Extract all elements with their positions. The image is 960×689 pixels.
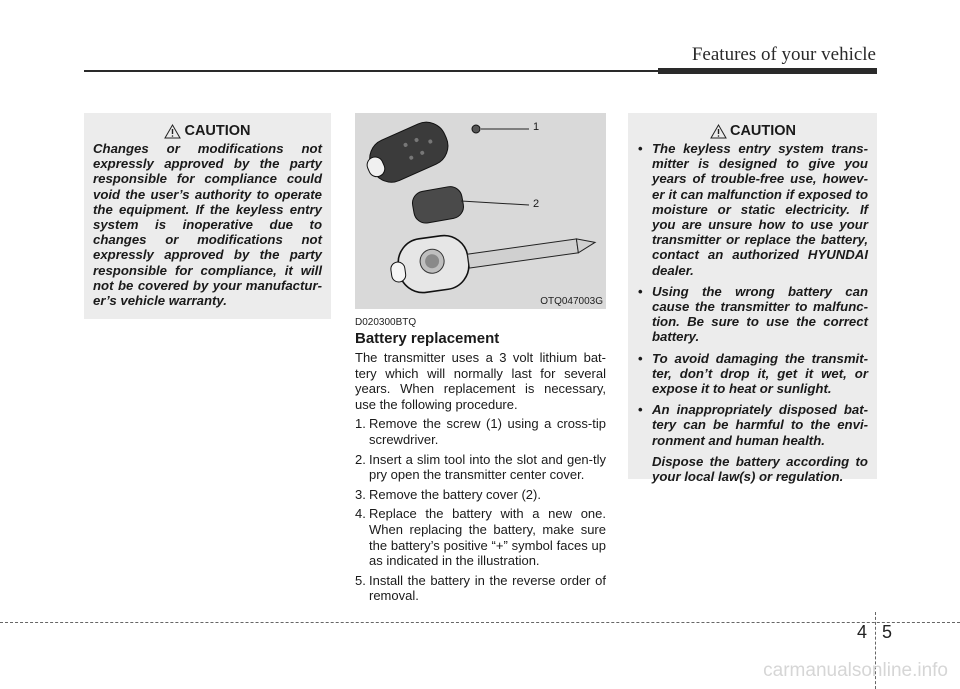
step-text: Replace the battery with a new one. When replacing the battery, make sure the battery’s positive “+” symbol faces up as indicated in the illustration. (369, 506, 606, 569)
caution-heading-left (93, 123, 322, 139)
caution-heading-text: CAUTION (729, 123, 797, 139)
step-text: Insert a slim tool into the slot and gen-tly pry open the transmitter center cover. (369, 451, 606, 483)
warning-triangle-icon (164, 124, 181, 139)
watermark: carmanualsonline.info (763, 660, 948, 681)
list-item (355, 452, 606, 483)
step-text: Remove the screw (1) using a cross-tip screwdriver. (369, 416, 606, 447)
page-number: 5 (882, 622, 893, 642)
warning-triangle-icon (710, 124, 727, 139)
caution-text-left: Changes or modifications not expressly approved by the party responsible for compliance could void the user’s authority to operate the equipment. If the keyless entry system is inoperative due to changes or modifications not expressly approved by the party responsible for compliance, it will not be covered by your manufactur-er’s vehicle warranty. (93, 141, 322, 309)
header-title: Features of your vehicle (691, 44, 876, 65)
list-item (355, 416, 606, 447)
section-code: D020300BTQ (355, 317, 417, 328)
key-fob-illustration (355, 113, 606, 309)
list-item (355, 506, 606, 568)
caution-box-right (628, 113, 877, 485)
caution-note: Dispose the battery according to your local law(s) or regulation. (652, 453, 868, 485)
caution-box-left (84, 113, 331, 319)
section-title: Battery replacement (355, 330, 500, 347)
header-accent-bar (658, 68, 877, 74)
list-item: • To avoid damaging the transmit-ter, don’t drop it, get it wet, or expose it to heat or sunlight. (638, 351, 868, 397)
step-text: Install the battery in the reverse order of removal. (369, 572, 606, 604)
caution-heading-right (638, 123, 868, 139)
callout-2: 2 (533, 198, 540, 210)
caution-heading-text: CAUTION (184, 123, 251, 139)
section-body (355, 350, 606, 608)
figure-code: OTQ047003G (540, 296, 603, 307)
step-number: 2. (355, 451, 366, 467)
list-item (355, 573, 606, 604)
step-number: 3. (355, 486, 366, 502)
step-text: Remove the battery cover (2). (369, 486, 541, 502)
step-number: 1. (355, 416, 366, 432)
caution-list (638, 141, 868, 448)
list-item (355, 487, 606, 503)
steps-list (355, 416, 606, 604)
chapter-number: 4 (857, 622, 868, 642)
step-number: 5. (355, 572, 366, 588)
callout-1: 1 (533, 121, 540, 133)
list-item: • Using the wrong battery can cause the transmitter to malfunc-tion. Be sure to use the correct battery. (638, 284, 868, 345)
list-item: • The keyless entry system trans-mitter is designed to give you years of trouble-free use, howev-er it can malfunction if exposed to moisture or static electricity. If you are unsure how to use your transmitter or replace the battery, contact an authorized HYUNDAI dealer. (638, 141, 868, 278)
step-number: 4. (355, 506, 366, 522)
intro-paragraph: The transmitter uses a 3 volt lithium bat-tery which will normally last for several years. When replacement is necessary, use the following procedure. (355, 350, 606, 412)
key-fob-drawing (355, 113, 606, 309)
footer-rule (0, 622, 960, 623)
list-item: • An inappropriately disposed bat-tery can be harmful to the envi-ronment and human health. (638, 402, 868, 448)
